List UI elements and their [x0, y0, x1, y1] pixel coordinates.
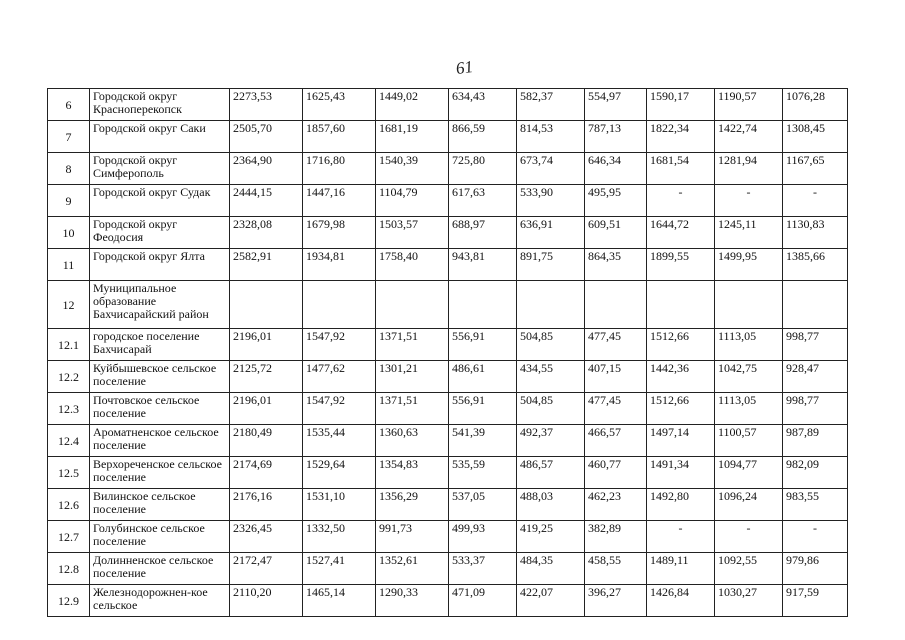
page-number: 61 — [454, 56, 475, 79]
value-cell: 486,61 — [449, 361, 517, 393]
table-row — [48, 457, 848, 489]
table-row — [48, 553, 848, 585]
value-cell: 1529,64 — [303, 457, 376, 489]
value-cell: 504,85 — [517, 393, 585, 425]
value-cell: 495,95 — [585, 185, 647, 217]
row-number-cell: 12.3 — [48, 393, 90, 425]
value-cell: 422,07 — [517, 585, 585, 617]
value-cell: 998,77 — [783, 393, 848, 425]
municipality-name-cell: Почтовское сельское поселение — [90, 393, 230, 425]
value-cell: 917,59 — [783, 585, 848, 617]
municipality-name-cell: Ароматненское сельское поселение — [90, 425, 230, 457]
value-cell: 533,37 — [449, 553, 517, 585]
value-cell: 787,13 — [585, 121, 647, 153]
table-row — [48, 281, 848, 329]
value-cell: 864,35 — [585, 249, 647, 281]
table-row — [48, 249, 848, 281]
value-cell: - — [715, 521, 783, 553]
value-cell: 1167,65 — [783, 153, 848, 185]
value-cell: 1113,05 — [715, 393, 783, 425]
value-cell: 673,74 — [517, 153, 585, 185]
value-cell: 1190,57 — [715, 89, 783, 121]
value-cell — [783, 281, 848, 329]
table-row — [48, 329, 848, 361]
value-cell: 1716,80 — [303, 153, 376, 185]
table-row — [48, 393, 848, 425]
municipality-name-cell: Вилинское сельское поселение — [90, 489, 230, 521]
value-cell: 2172,47 — [230, 553, 303, 585]
value-cell: 688,97 — [449, 217, 517, 249]
row-number-cell: 7 — [48, 121, 90, 153]
value-cell: 2328,08 — [230, 217, 303, 249]
value-cell — [517, 281, 585, 329]
value-cell: 2326,45 — [230, 521, 303, 553]
value-cell: 1547,92 — [303, 329, 376, 361]
value-cell: 434,55 — [517, 361, 585, 393]
row-number-cell: 6 — [48, 89, 90, 121]
value-cell: 1535,44 — [303, 425, 376, 457]
value-cell: 488,03 — [517, 489, 585, 521]
value-cell: 1301,21 — [376, 361, 449, 393]
value-cell: 1503,57 — [376, 217, 449, 249]
value-cell: 1371,51 — [376, 329, 449, 361]
value-cell: 2582,91 — [230, 249, 303, 281]
value-cell: 504,85 — [517, 329, 585, 361]
value-cell: 928,47 — [783, 361, 848, 393]
value-cell: 617,63 — [449, 185, 517, 217]
value-cell: 2273,53 — [230, 89, 303, 121]
value-cell — [715, 281, 783, 329]
value-cell: 2444,15 — [230, 185, 303, 217]
value-cell: 1422,74 — [715, 121, 783, 153]
municipality-name-cell: Городской округ Красноперекопск — [90, 89, 230, 121]
row-number-cell: 12.8 — [48, 553, 90, 585]
value-cell: 1094,77 — [715, 457, 783, 489]
value-cell: 1590,17 — [647, 89, 715, 121]
value-cell — [376, 281, 449, 329]
value-cell: 407,15 — [585, 361, 647, 393]
value-cell: 1385,66 — [783, 249, 848, 281]
value-cell: 1442,36 — [647, 361, 715, 393]
municipality-name-cell: Городской округ Судак — [90, 185, 230, 217]
value-cell: 1042,75 — [715, 361, 783, 393]
value-cell: 2180,49 — [230, 425, 303, 457]
value-cell: 2110,20 — [230, 585, 303, 617]
value-cell: 1096,24 — [715, 489, 783, 521]
value-cell: 396,27 — [585, 585, 647, 617]
municipality-name-cell: Железнодорожнен-кое сельское — [90, 585, 230, 617]
value-cell: 2174,69 — [230, 457, 303, 489]
value-cell: 1104,79 — [376, 185, 449, 217]
municipality-name-cell: Голубинское сельское поселение — [90, 521, 230, 553]
value-cell: 636,91 — [517, 217, 585, 249]
value-cell: 991,73 — [376, 521, 449, 553]
value-cell: 866,59 — [449, 121, 517, 153]
value-cell: 1449,02 — [376, 89, 449, 121]
value-cell: 382,89 — [585, 521, 647, 553]
value-cell: 1100,57 — [715, 425, 783, 457]
value-cell: 979,86 — [783, 553, 848, 585]
value-cell: 484,35 — [517, 553, 585, 585]
value-cell: - — [647, 185, 715, 217]
value-cell: 1281,94 — [715, 153, 783, 185]
value-cell: 1489,11 — [647, 553, 715, 585]
value-cell: 1681,54 — [647, 153, 715, 185]
municipality-name-cell: Городской округ Симферополь — [90, 153, 230, 185]
value-cell: 2196,01 — [230, 393, 303, 425]
value-cell: 943,81 — [449, 249, 517, 281]
value-cell: 1644,72 — [647, 217, 715, 249]
table-row — [48, 185, 848, 217]
value-cell: 1499,95 — [715, 249, 783, 281]
value-cell: 554,97 — [585, 89, 647, 121]
table-row — [48, 585, 848, 617]
row-number-cell: 12.5 — [48, 457, 90, 489]
value-cell: 1899,55 — [647, 249, 715, 281]
row-number-cell: 12.4 — [48, 425, 90, 457]
value-cell: 2505,70 — [230, 121, 303, 153]
value-cell: 1113,05 — [715, 329, 783, 361]
value-cell: 1130,83 — [783, 217, 848, 249]
table-row — [48, 121, 848, 153]
municipality-name-cell: Долинненское сельское поселение — [90, 553, 230, 585]
value-cell: 987,89 — [783, 425, 848, 457]
row-number-cell: 11 — [48, 249, 90, 281]
value-cell — [647, 281, 715, 329]
municipality-name-cell: Городской округ Феодосия — [90, 217, 230, 249]
value-cell: 556,91 — [449, 393, 517, 425]
value-cell: - — [783, 521, 848, 553]
table-row — [48, 521, 848, 553]
value-cell: 1758,40 — [376, 249, 449, 281]
value-cell: 486,57 — [517, 457, 585, 489]
table-row — [48, 153, 848, 185]
value-cell: 1465,14 — [303, 585, 376, 617]
value-cell: 725,80 — [449, 153, 517, 185]
table-row — [48, 361, 848, 393]
table-row — [48, 425, 848, 457]
value-cell: 1934,81 — [303, 249, 376, 281]
value-cell: 2125,72 — [230, 361, 303, 393]
value-cell: 1497,14 — [647, 425, 715, 457]
table-row — [48, 89, 848, 121]
value-cell: 1540,39 — [376, 153, 449, 185]
value-cell: 634,43 — [449, 89, 517, 121]
value-cell: 1625,43 — [303, 89, 376, 121]
value-cell: 477,45 — [585, 393, 647, 425]
value-cell: 499,93 — [449, 521, 517, 553]
value-cell: 1477,62 — [303, 361, 376, 393]
value-cell: - — [715, 185, 783, 217]
table-row — [48, 217, 848, 249]
row-number-cell: 12.2 — [48, 361, 90, 393]
value-cell: 541,39 — [449, 425, 517, 457]
municipality-name-cell: Городской округ Саки — [90, 121, 230, 153]
value-cell: 1531,10 — [303, 489, 376, 521]
municipality-name-cell: городское поселение Бахчисарай — [90, 329, 230, 361]
value-cell: - — [783, 185, 848, 217]
municipality-name-cell: Куйбышевское сельское поселение — [90, 361, 230, 393]
value-cell: 2364,90 — [230, 153, 303, 185]
value-cell: 983,55 — [783, 489, 848, 521]
value-cell: 466,57 — [585, 425, 647, 457]
value-cell: 1290,33 — [376, 585, 449, 617]
value-cell: 1512,66 — [647, 393, 715, 425]
value-cell: 646,34 — [585, 153, 647, 185]
value-cell — [230, 281, 303, 329]
value-cell: 458,55 — [585, 553, 647, 585]
row-number-cell: 10 — [48, 217, 90, 249]
value-cell — [585, 281, 647, 329]
row-number-cell: 12.1 — [48, 329, 90, 361]
value-cell — [303, 281, 376, 329]
value-cell: 1491,34 — [647, 457, 715, 489]
value-cell: 1426,84 — [647, 585, 715, 617]
value-cell: 462,23 — [585, 489, 647, 521]
value-cell: 982,09 — [783, 457, 848, 489]
value-cell: 556,91 — [449, 329, 517, 361]
value-cell: 1679,98 — [303, 217, 376, 249]
value-cell: 998,77 — [783, 329, 848, 361]
table-row — [48, 489, 848, 521]
value-cell: 471,09 — [449, 585, 517, 617]
value-cell: 1681,19 — [376, 121, 449, 153]
value-cell: 535,59 — [449, 457, 517, 489]
value-cell: 1547,92 — [303, 393, 376, 425]
row-number-cell: 12.9 — [48, 585, 90, 617]
value-cell: 1332,50 — [303, 521, 376, 553]
value-cell: 891,75 — [517, 249, 585, 281]
tariff-table — [47, 88, 848, 617]
value-cell: 1245,11 — [715, 217, 783, 249]
value-cell: 533,90 — [517, 185, 585, 217]
value-cell: 1492,80 — [647, 489, 715, 521]
value-cell: - — [647, 521, 715, 553]
value-cell: 1092,55 — [715, 553, 783, 585]
value-cell: 1354,83 — [376, 457, 449, 489]
value-cell: 1360,63 — [376, 425, 449, 457]
value-cell: 537,05 — [449, 489, 517, 521]
value-cell: 609,51 — [585, 217, 647, 249]
value-cell: 2196,01 — [230, 329, 303, 361]
value-cell: 1447,16 — [303, 185, 376, 217]
row-number-cell: 12 — [48, 281, 90, 329]
value-cell: 1356,29 — [376, 489, 449, 521]
value-cell: 1030,27 — [715, 585, 783, 617]
value-cell: 1527,41 — [303, 553, 376, 585]
value-cell: 1371,51 — [376, 393, 449, 425]
value-cell: 477,45 — [585, 329, 647, 361]
value-cell: 419,25 — [517, 521, 585, 553]
row-number-cell: 8 — [48, 153, 90, 185]
municipality-name-cell: Верхореченское сельское поселение — [90, 457, 230, 489]
value-cell: 1076,28 — [783, 89, 848, 121]
value-cell: 1512,66 — [647, 329, 715, 361]
value-cell: 1308,45 — [783, 121, 848, 153]
row-number-cell: 12.7 — [48, 521, 90, 553]
value-cell: 582,37 — [517, 89, 585, 121]
value-cell: 2176,16 — [230, 489, 303, 521]
value-cell — [449, 281, 517, 329]
row-number-cell: 12.6 — [48, 489, 90, 521]
value-cell: 814,53 — [517, 121, 585, 153]
value-cell: 1857,60 — [303, 121, 376, 153]
value-cell: 1352,61 — [376, 553, 449, 585]
value-cell: 492,37 — [517, 425, 585, 457]
value-cell: 460,77 — [585, 457, 647, 489]
municipality-name-cell: Городской округ Ялта — [90, 249, 230, 281]
municipality-name-cell: Муниципальное образование Бахчисарайский район — [90, 281, 230, 329]
row-number-cell: 9 — [48, 185, 90, 217]
value-cell: 1822,34 — [647, 121, 715, 153]
